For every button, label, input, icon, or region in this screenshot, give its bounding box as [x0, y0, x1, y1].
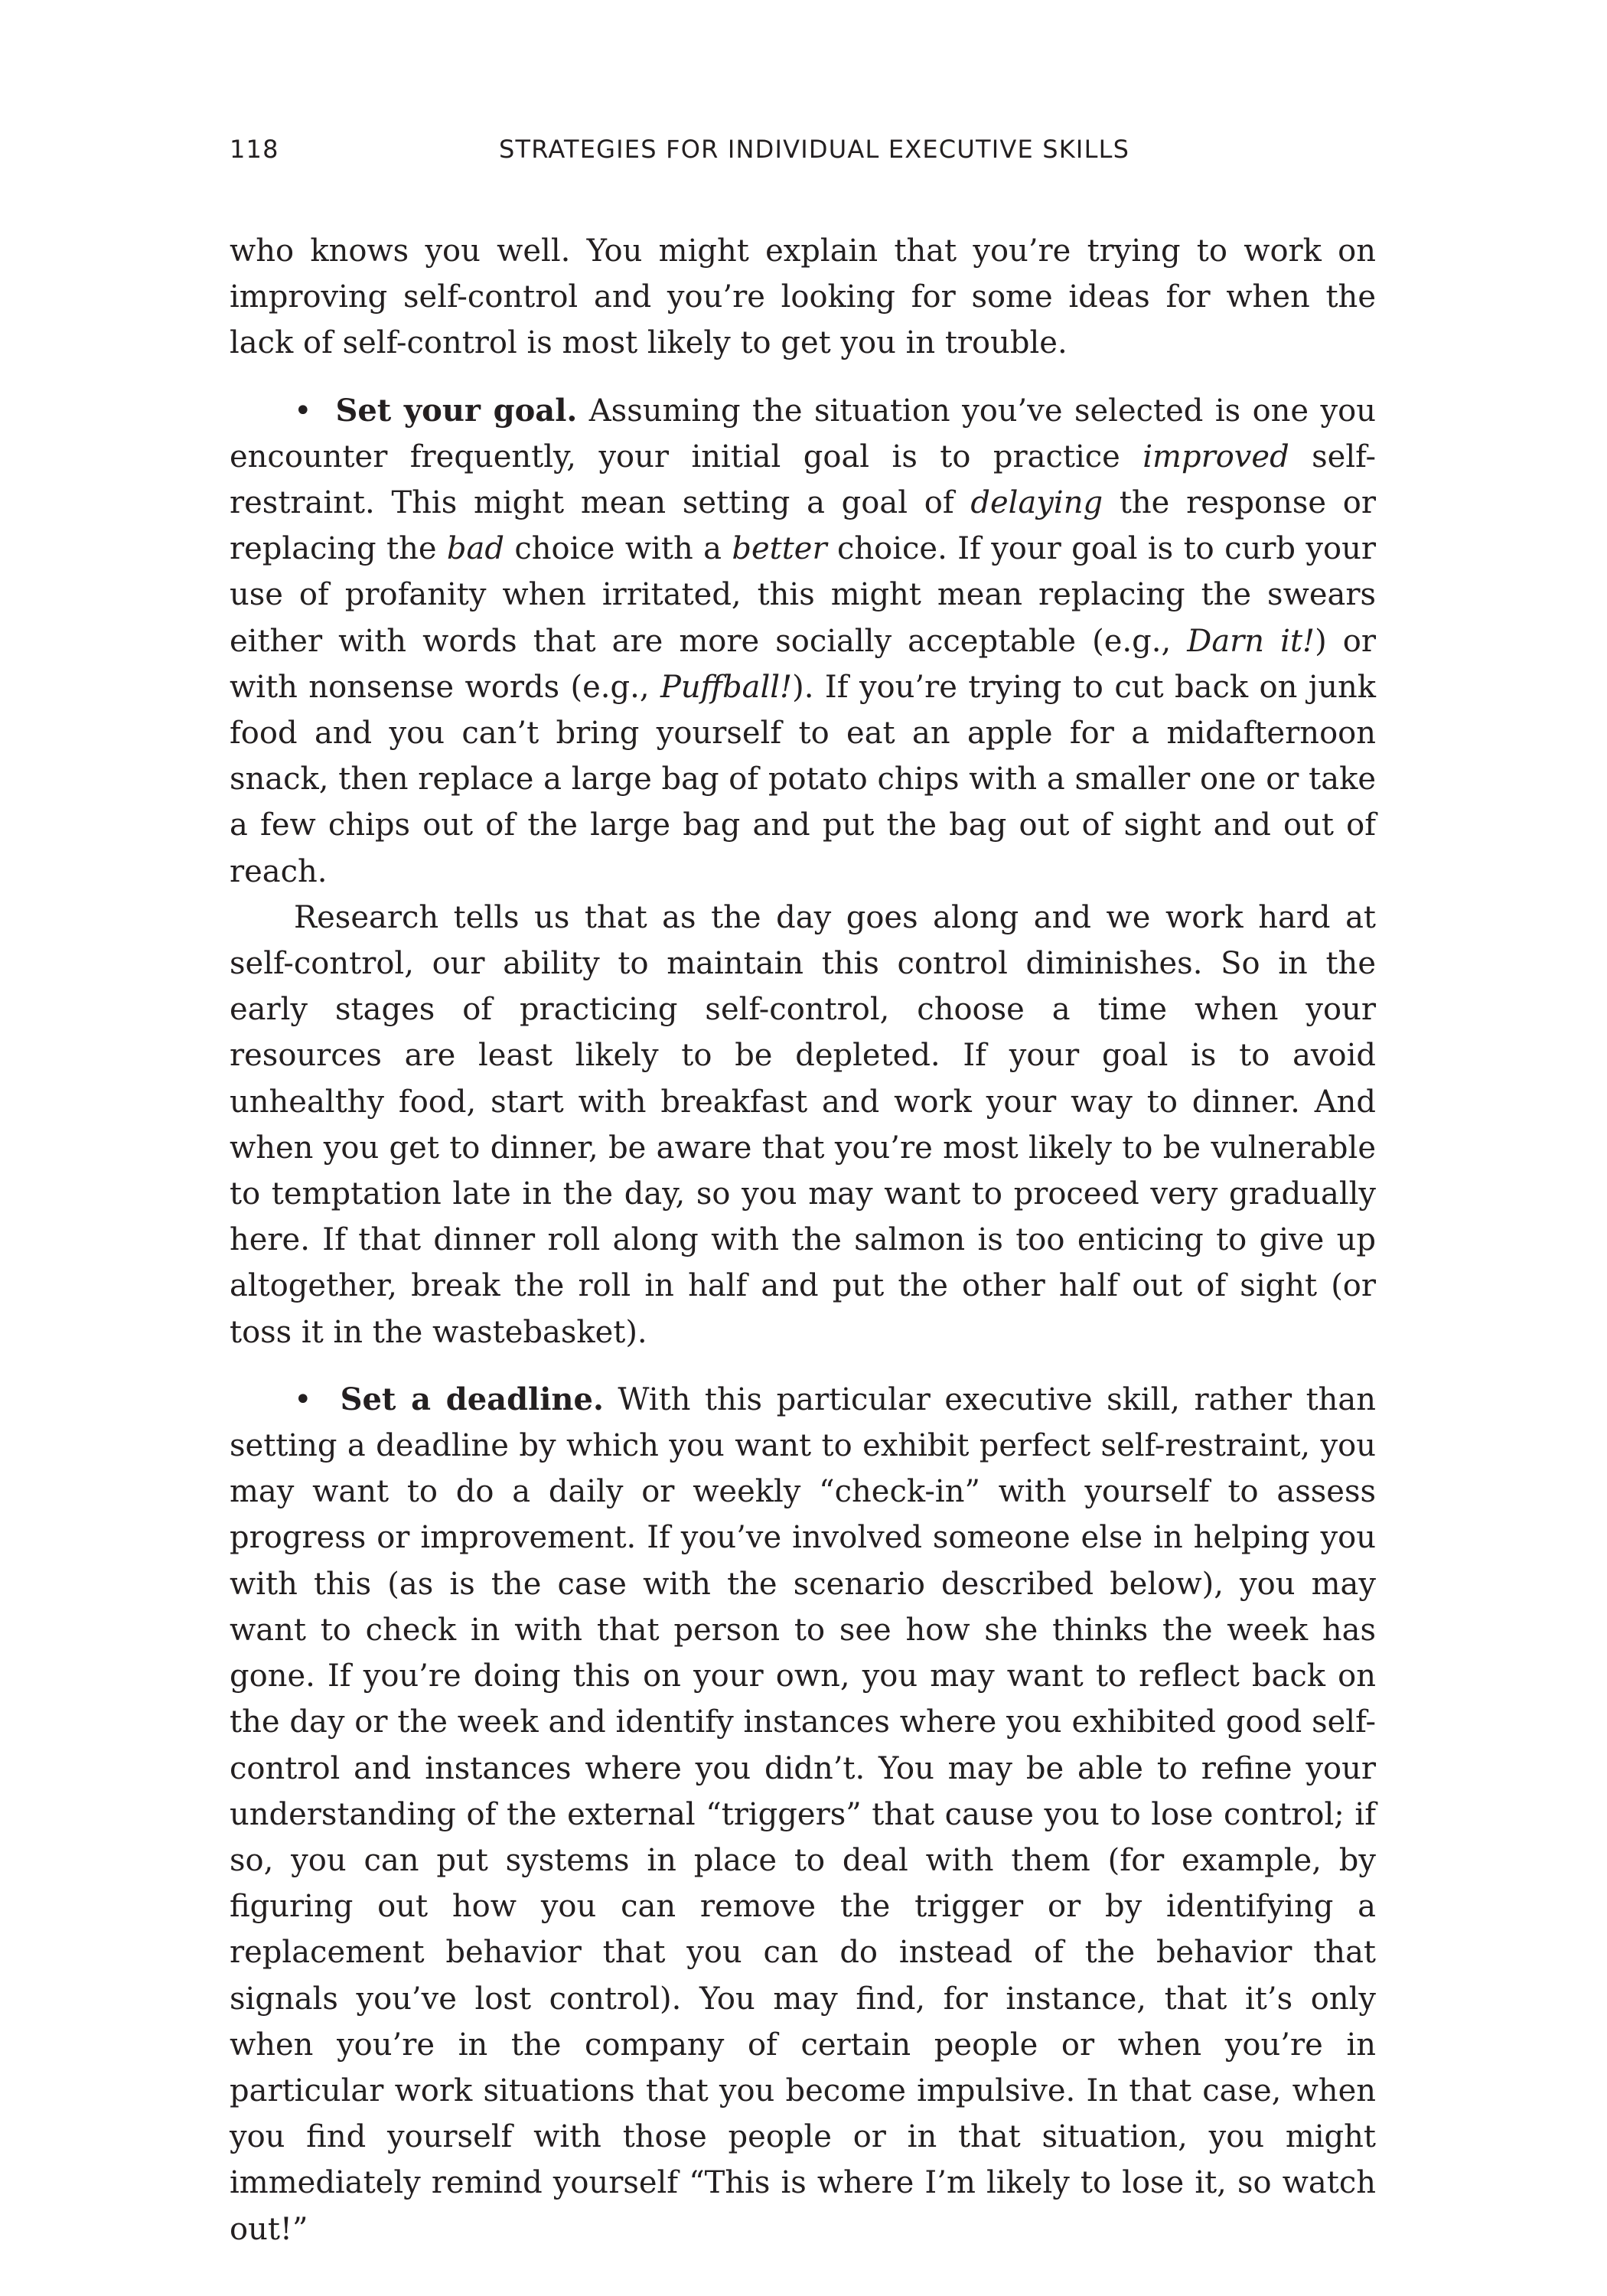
text-run: choice. If your goal is to curb your use of profanity when irritated, this might mean replacing the swears either with words that are more socially acceptable (e.g.,	[230, 531, 1376, 659]
text-run: the response or replacing the	[230, 485, 1376, 567]
bullet-icon: •	[294, 393, 312, 429]
text-run: ) or with nonsense words (e.g.,	[230, 623, 1376, 705]
italic-term: Puffball!	[660, 669, 793, 705]
body-text	[230, 228, 1376, 2252]
paragraph-continuation: who knows you well. You might explain that you’re trying to work on improving self-control and you’re looking for some ideas for when the lack of self-control is most likely to get you in trouble.	[230, 233, 1376, 361]
page-number: 118	[230, 135, 279, 164]
lead-in-heading: Set your goal.	[335, 392, 578, 429]
paragraph-research: Research tells us that as the day goes along and we work hard at self-control, our ability to maintain this control diminishes. So in the early stages of practicing self-control, choose a time when your resources are least likely to be depleted. If your goal is to avoid unhealthy food, start with breakfast and work your way to dinner. And when you get to dinner, be aware that you’re most likely to be vulnerable to temptation late in the day, so you may want to proceed very gradually here. If that dinner roll along with the salmon is too enticing to give up altogether, break the roll in half and put the other half out of sight (or toss it in the wastebasket).	[230, 899, 1376, 1350]
italic-term: Darn it!	[1187, 623, 1315, 659]
italic-term: improved	[1143, 439, 1289, 475]
italic-term: better	[732, 531, 827, 567]
bullet-icon: •	[294, 1381, 312, 1417]
italic-term: delaying	[970, 485, 1103, 521]
text-run: With this particular executive skill, rather than setting a deadline by which you want to exhibit perfect self-restraint, you may want to do a daily or weekly “check-in” with yourself to assess progress or improvement. If you’ve involved someone else in helping you with this (as is the case with the scenario described below), you may want to check in with that person to see how she thinks the week has gone. If you’re doing this on your own, you may want to reflect back on the day or the week and identify instances where you exhibited good self-control and instances where you didn’t. You may be able to refine your understanding of the external “triggers” that cause you to lose control; if so, you can put systems in place to deal with them (for example, by figuring out how you can remove the trigger or by identifying a replacement behavior that you can do instead of the behavior that signals you’ve lost control). You may find, for instance, that it’s only when you’re in the company of certain people or when you’re in particular work situations that you become impulsive. In that case, when you find yourself with those people or in that situation, you might immediately remind yourself “This is where I’m likely to lose it, so watch out!”	[230, 1381, 1377, 2247]
text-run: self-restraint. This might mean setting a goal of	[230, 439, 1377, 521]
text-run: Assuming the situation you’ve selected is one you encounter frequently, your initial goal is to practice	[230, 393, 1376, 475]
paragraph-set-your-goal	[230, 388, 1376, 895]
italic-term: bad	[446, 531, 504, 567]
paragraph-set-a-deadline	[230, 1377, 1376, 2252]
text-run: ). If you’re trying to cut back on junk food and you can’t bring yourself to eat an apple for a midafternoon snack, then replace a large bag of potato chips with a smaller one or take a few chips out of the large bag and put the bag out of sight and out of reach.	[230, 669, 1376, 889]
lead-in-heading: Set a deadline.	[340, 1381, 604, 1417]
text-run: choice with a	[504, 531, 732, 567]
running-title: STRATEGIES FOR INDIVIDUAL EXECUTIVE SKILLS	[499, 135, 1130, 164]
running-header	[230, 135, 1376, 173]
